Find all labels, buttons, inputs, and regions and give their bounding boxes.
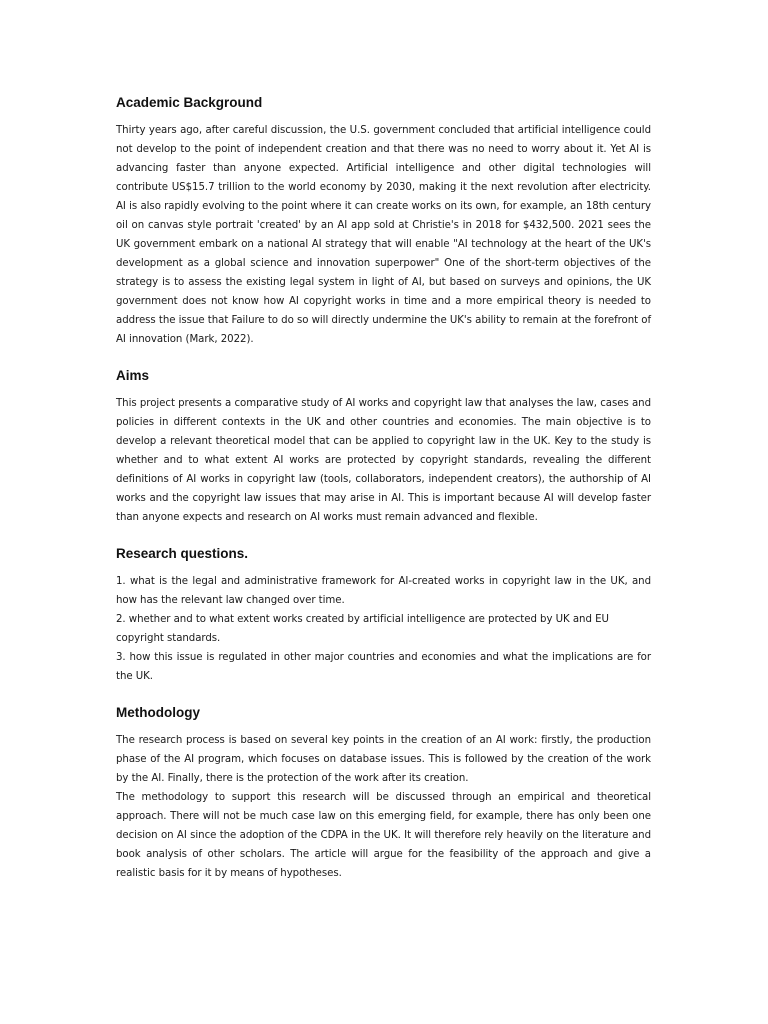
section-methodology: [116, 704, 651, 883]
heading-research-questions: Research questions.: [116, 546, 249, 561]
methodology-paragraph-1: The research process is based on several key points in the creation of an AI work: firstly, the production phase of the AI program, which focuses on database issues. This is followed by the creation of the work by the AI. Finally, there is the protection of the work after its creation.: [116, 735, 651, 784]
methodology-paragraph-2: The methodology to support this research will be discussed through an empirical and theoretical approach. There will not be much case law on this emerging field, for example, there has only been one decision on AI since the adoption of the CDPA in the UK. It will therefore rely heavily on the literature and book analysis of other scholars. The article will argue for the feasibility of the approach and give a realistic basis for it by means of hypotheses.: [116, 792, 651, 879]
heading-methodology: Methodology: [116, 705, 200, 720]
background-paragraph: Thirty years ago, after careful discussion, the U.S. government concluded that artificial intelligence could not develop to the point of independent creation and that there was no need to worry about it. Yet AI is advancing faster than anyone expected. Artificial intelligence and other digital technologies will contribute US$15.7 trillion to the world economy by 2030, making it the next revolution after electricity. AI is also rapidly evolving to the point where it can create works on its own, for example, an 18th century oil on canvas style portrait 'created' by an AI app sold at Christie's in 2018 for $432,500. 2021 sees the UK government embark on a national AI strategy that will enable "AI technology at the heart of the UK's development as a global science and innovation superpower" One of the short-term objectives of the strategy is to assess the existing legal system in light of AI, but based on surveys and opinions, the UK government does not know how AI copyright works in time and a more empirical theory is needed to address the issue that Failure to do so will directly undermine the UK's ability to remain at the forefront of AI innovation (Mark, 2022).: [116, 125, 651, 345]
section-research-questions: [116, 545, 651, 686]
section-academic-background: [116, 94, 651, 349]
section-aims: [116, 367, 651, 527]
research-question-3: 3. how this issue is regulated in other major countries and economies and what the implications are for the UK.: [116, 652, 651, 682]
aims-paragraph: This project presents a comparative study of AI works and copyright law that analyses the law, cases and policies in different contexts in the UK and other countries and economies. The main objective is to develop a relevant theoretical model that can be applied to copyright law in the UK. Key to the study is whether and to what extent AI works are protected by copyright standards, revealing the different definitions of AI works in copyright law (tools, collaborators, independent creators), the authorship of AI works and the copyright law issues that may arise in AI. This is important because AI will develop faster than anyone expects and research on AI works must remain advanced and flexible.: [116, 398, 651, 523]
document-page: [116, 94, 651, 901]
heading-aims: Aims: [116, 368, 150, 383]
heading-academic-background: Academic Background: [116, 95, 263, 110]
research-question-2: 2. whether and to what extent works created by artificial intelligence are protected by UK and EU copyright standards.: [116, 614, 609, 644]
research-question-1: 1. what is the legal and administrative framework for AI-created works in copyright law in the UK, and how has the relevant law changed over time.: [116, 576, 651, 606]
